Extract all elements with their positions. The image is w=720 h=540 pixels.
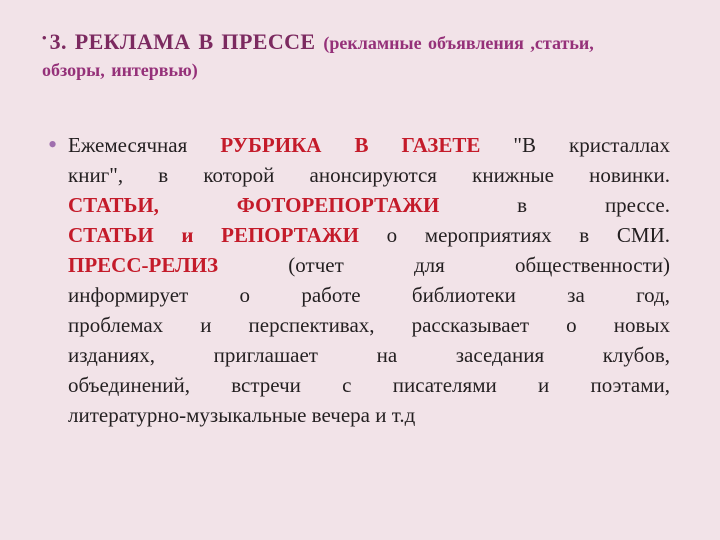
body-text: о мероприятиях в СМИ. xyxy=(358,223,670,247)
paragraph-line xyxy=(68,250,670,280)
paragraph-line xyxy=(68,340,670,370)
paragraph-line xyxy=(68,400,670,430)
slide-title xyxy=(42,24,672,83)
emphasis-text: СТАТЬИ, ФОТОРЕПОРТАЖИ xyxy=(68,193,440,217)
body-text: проблемах и перспективах, рассказывает о новых xyxy=(68,313,670,337)
paragraph-lines xyxy=(68,130,670,430)
paragraph-line xyxy=(68,370,670,400)
paragraph-line xyxy=(68,310,670,340)
paragraph-line xyxy=(68,280,670,310)
title-line-1 xyxy=(42,24,672,57)
paragraph-line xyxy=(68,190,670,220)
emphasis-text: ПРЕСС-РЕЛИЗ xyxy=(68,253,219,277)
body-text: (отчет для общественности) xyxy=(218,253,670,277)
body-text: литературно-музыкальные вечера и т.д xyxy=(68,403,416,427)
body-text: изданиях, приглашает на заседания клубов, xyxy=(68,343,670,367)
title-paren-text-2: обзоры, интервью) xyxy=(42,60,198,80)
emphasis-text: СТАТЬИ и РЕПОРТАЖИ xyxy=(68,223,359,247)
title-paren-text: (рекламные объявления ,статьи, xyxy=(323,33,594,53)
body-text: книг", в которой анонсируются книжные новинки. xyxy=(68,163,670,187)
body-text: в прессе. xyxy=(439,193,670,217)
emphasis-text: РУБРИКА В ГАЗЕТЕ xyxy=(220,133,481,157)
title-line-2 xyxy=(42,57,672,83)
body-text: "В кристаллах xyxy=(480,133,671,157)
title-main-text: 3. РЕКЛАМА В ПРЕССЕ xyxy=(49,29,324,54)
paragraph-line xyxy=(68,130,670,160)
title-bullet-icon: • xyxy=(42,30,47,45)
body-text: информирует о работе библиотеки за год, xyxy=(68,283,670,307)
paragraph-block xyxy=(48,130,671,430)
paragraph-bullet-icon: • xyxy=(48,130,58,159)
body-text: Ежемесячная xyxy=(68,133,221,157)
body-text: объединений, встречи с писателями и поэтами, xyxy=(68,373,670,397)
paragraph-line xyxy=(68,160,670,190)
paragraph-line xyxy=(68,220,670,250)
